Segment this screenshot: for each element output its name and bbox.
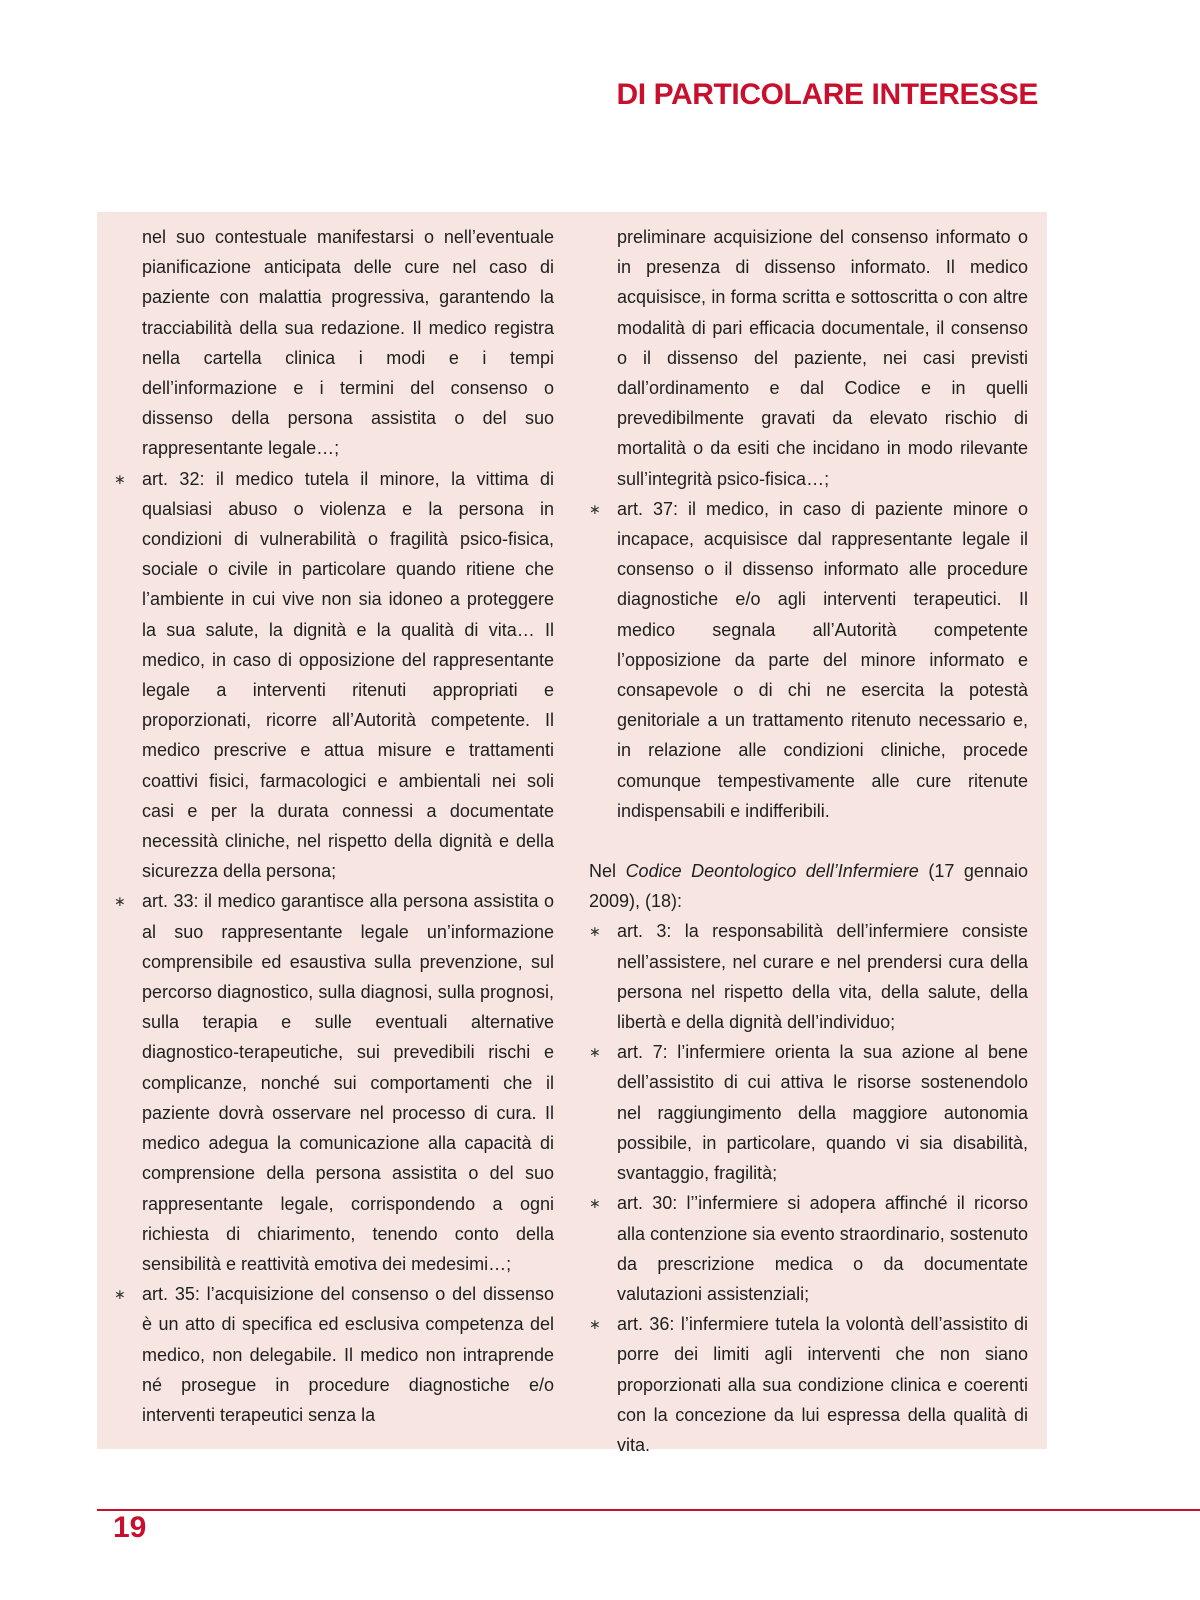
- article-text: art. 36: l’infermiere tutela la volontà dell’assistito di porre dei limiti agli interventi che non siano proporzionati alla sua condizione clinica e coerenti con la concezione da lui espressa della qualità di vita.: [617, 1314, 1028, 1455]
- asterisk-bullet-icon: ∗: [114, 893, 126, 910]
- intro-prefix: Nel: [589, 861, 626, 882]
- article-text: art. 37: il medico, in caso di paziente minore o incapace, acquisisce dal rappresentante legale il consenso o il dissenso informato alle procedure diagnostiche e/o agli interventi terapeutici. Il medico segnala all’Autorità competente l’opposizione da parte del minore informato e consapevole o di chi ne esercita la potestà genitoriale a un trattamento ritenuto necessario e, in relazione alle condizioni cliniche, procede comunque tempestivamente alle cure ritenute indispensabili e indifferibili.: [617, 498, 1028, 821]
- list-item: [589, 1037, 1028, 1188]
- list-item: [114, 1279, 554, 1430]
- asterisk-bullet-icon: ∗: [589, 1195, 601, 1212]
- article-text: art. 32: il medico tutela il minore, la vittima di qualsiasi abuso o violenza e la persona in condizioni di vulnerabilità o fragilità psico-fisica, sociale o civile in particolare quando ritiene che l’ambiente in cui vive non sia idoneo a proteggere la sua salute, la dignità e la qualità di vita… Il medico, in caso di opposizione del rappresentante legale a interventi ritenuti appropriati e proporzionati, ricorre all’Autorità competente. Il medico prescrive e attua misure e trattamenti coattivi fisici, farmacologici e ambientali nei soli casi e per la durata connessi a documentate necessità cliniche, nel rispetto della dignità e della sicurezza della persona;: [142, 468, 554, 882]
- left-article-list: [114, 464, 554, 1431]
- article-text: art. 3: la responsabilità dell’infermiere consiste nell’assistere, nel curare e nel prendersi cura della persona nel rispetto della vita, della salute, della libertà e della dignità dell’individuo;: [617, 921, 1028, 1033]
- asterisk-bullet-icon: ∗: [589, 500, 601, 517]
- content-panel: [97, 212, 1047, 1455]
- right-column: [589, 222, 1028, 1460]
- right-article-list-second: [589, 916, 1028, 1460]
- right-column-continuation: preliminare acquisizione del consenso informato o in presenza di dissenso informato. Il medico acquisisce, in forma scritta e sottoscritta o con altre modalità di pari efficacia documentale, il consenso o il dissenso del paziente, nei casi previsti dall’ordinamento e dal Codice e in quelli prevedibilmente gravati da elevato rischio di mortalità o da esiti che incidano in modo rilevante sull’integrità psico-fisica…;: [617, 227, 1028, 489]
- article-text: art. 35: l’acquisizione del consenso o del dissenso è un atto di specifica ed esclusiva competenza del medico, non delegabile. Il medico non intraprende né prosegue in procedure diagnostiche e/o interventi terapeutici senza la: [142, 1284, 554, 1425]
- asterisk-bullet-icon: ∗: [589, 1316, 601, 1333]
- list-item: [114, 464, 554, 887]
- intro-suffix: (17 gennaio 2009), (18):: [589, 861, 1028, 912]
- list-item: [589, 1188, 1028, 1309]
- page-number: 19: [113, 1511, 147, 1544]
- nursing-code-intro: [589, 856, 1028, 916]
- article-text: art. 33: il medico garantisce alla persona assistita o al suo rappresentante legale un’informazione comprensibile ed esaustiva sulla prevenzione, sul percorso diagnostico, sulla diagnosi, sulla prognosi, sulla terapia e sulle eventuali alternative diagnostico-terapeutiche, sui prevedibili rischi e complicanze, nonché sui comportamenti che il paziente dovrà osservare nel processo di cura. Il medico adegua la comunicazione alla capacità di comprensione della persona assistita o del suo rappresentante legale, corrispondendo a ogni richiesta di chiarimento, tenendo conto della sensibilità e reattività emotiva dei medesimi…;: [142, 891, 554, 1274]
- list-item: [589, 1309, 1028, 1460]
- footer-rule: [97, 1509, 1200, 1511]
- asterisk-bullet-icon: ∗: [114, 1286, 126, 1303]
- section-header: DI PARTICOLARE INTERESSE: [616, 78, 1038, 111]
- asterisk-bullet-icon: ∗: [589, 923, 601, 940]
- list-item: [589, 916, 1028, 1037]
- list-item: [114, 886, 554, 1279]
- left-column-continuation: nel suo contestuale manifestarsi o nell’eventuale pianificazione anticipata delle cure nel caso di paziente con malattia progressiva, garantendo la tracciabilità della sua redazione. Il medico registra nella cartella clinica i modi e i tempi dell’informazione e i termini del consenso o dissenso della persona assistita o del suo rappresentante legale…;: [142, 227, 554, 459]
- asterisk-bullet-icon: ∗: [114, 470, 126, 487]
- paragraph-spacer: [589, 826, 1028, 856]
- asterisk-bullet-icon: ∗: [589, 1044, 601, 1061]
- code-title: Codice Deontologico dell’Infermiere: [625, 861, 919, 882]
- left-column: [114, 222, 554, 1430]
- article-text: art. 30: l’’infermiere si adopera affinché il ricorso alla contenzione sia evento straordinario, sostenuto da prescrizione medica o da documentate valutazioni assistenziali;: [617, 1193, 1028, 1304]
- right-article-list-first: [589, 494, 1028, 826]
- article-text: art. 7: l’infermiere orienta la sua azione al bene dell’assistito di cui attiva le risorse sostenendolo nel raggiungimento della maggiore autonomia possibile, in particolare, quando vi sia disabilità, svantaggio, fragilità;: [617, 1042, 1028, 1184]
- list-item: [589, 494, 1028, 826]
